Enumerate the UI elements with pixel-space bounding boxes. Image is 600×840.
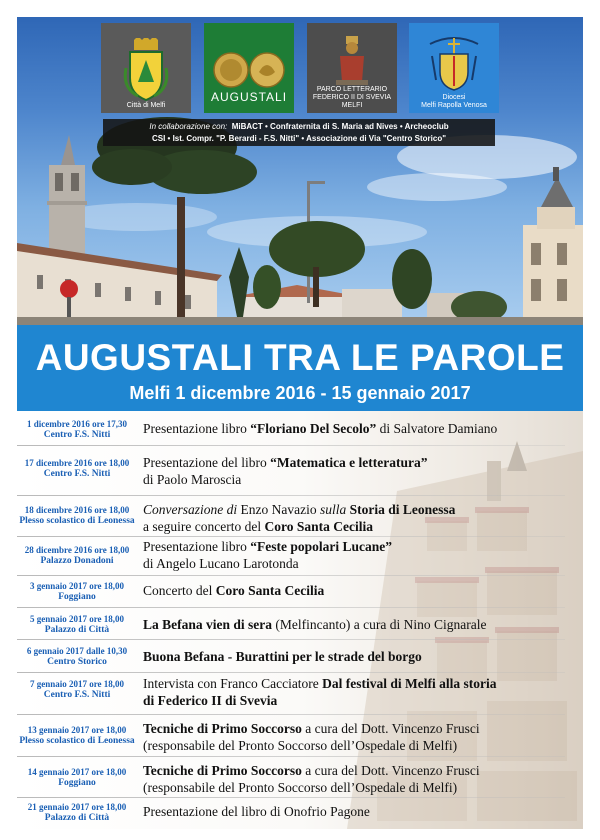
event-venue: Palazzo di Città — [44, 625, 110, 635]
divider — [17, 714, 565, 715]
augustali-logo-caption: AUGUSTALI — [210, 90, 288, 104]
collaboration-intro: In collaborazione con: — [149, 122, 228, 131]
melfi-logo-caption: Città di Melfi — [126, 102, 166, 109]
diocesi-caption-2: Melfi Rapolla Venosa — [421, 102, 487, 109]
divider — [17, 445, 565, 446]
parco-caption-2: FEDERICO II DI SVEVIA — [312, 94, 392, 101]
collaboration-line-1: MiBACT • Confraternita di S. Maria ad Nives • Archeoclub — [231, 122, 449, 131]
event-date: 7 gennaio 2017 ore 18,00 — [29, 679, 125, 689]
event-date: 5 gennaio 2017 ore 18,00 — [29, 614, 125, 624]
event-date: 21 gennaio 2017 ore 18,00 — [27, 802, 127, 812]
diocese-coat-of-arms-icon — [426, 36, 482, 94]
event-date: 28 dicembre 2016 ore 18,00 — [24, 545, 130, 555]
divider — [17, 495, 565, 496]
event-description: Presentazione libro “Feste popolari Lucane” di Angelo Lucano Larotonda — [143, 539, 392, 571]
event-date: 3 gennaio 2017 ore 18,00 — [29, 581, 125, 591]
title-band — [17, 325, 583, 411]
event-description: Tecniche di Primo Soccorso a cura del Dott. Vincenzo Frusci (responsabile del Pronto Soccorso dell’Ospedale di Melfi) — [143, 763, 480, 795]
event-date: 18 dicembre 2016 ore 18,00 — [24, 505, 130, 515]
event-venue: Foggiano — [58, 592, 96, 602]
event-description: La Befana vien di sera (Melfincanto) a cura di Nino Cignarale — [143, 617, 487, 632]
event-title: AUGUSTALI TRA LE PAROLE — [35, 337, 565, 378]
divider — [17, 536, 565, 537]
event-description: Conversazione di Enzo Navazio sulla Storia di Leonessa a seguire concerto del Coro Santa Cecilia — [143, 502, 456, 534]
divider — [17, 575, 565, 576]
event-dates: Melfi 1 dicembre 2016 - 15 gennaio 2017 — [129, 383, 471, 403]
event-description: Buona Befana - Burattini per le strade del borgo — [143, 649, 422, 664]
event-venue: Palazzo Donadoni — [40, 556, 114, 566]
event-date: 14 gennaio 2017 ore 18,00 — [27, 767, 127, 777]
parco-caption-1: PARCO LETTERARIO — [316, 86, 388, 93]
event-description: Tecniche di Primo Soccorso a cura del Dott. Vincenzo Frusci (responsabile del Pronto Soccorso dell’Ospedale di Melfi) — [143, 721, 480, 753]
divider — [17, 607, 565, 608]
event-venue: Plesso scolastico di Leonessa — [19, 516, 135, 526]
augustali-logo — [204, 23, 294, 113]
melfi-coat-of-arms-icon — [118, 38, 174, 102]
diocesi-caption-1: Diocesi — [442, 94, 466, 101]
federico-statue-icon — [332, 34, 372, 86]
parco-caption-3: MELFI — [341, 102, 363, 109]
event-date: 13 gennaio 2017 ore 18,00 — [27, 725, 127, 735]
event-description: Presentazione libro “Floriano Del Secolo” di Salvatore Damiano — [143, 421, 498, 436]
event-date: 6 gennaio 2017 dalle 10,30 — [26, 646, 128, 656]
event-description: Presentazione del libro “Matematica e letteratura” di Paolo Maroscia — [143, 455, 428, 487]
collaboration-box — [103, 119, 495, 146]
event-description: Intervista con Franco Cacciatore Dal festival di Melfi alla storia di Federico II di Svevia — [143, 676, 497, 708]
divider — [17, 797, 565, 798]
event-venue: Foggiano — [58, 778, 96, 788]
event-venue: Plesso scolastico di Leonessa — [19, 736, 135, 746]
hero-photo — [17, 17, 583, 325]
event-date: 17 dicembre 2016 ore 18,00 — [24, 458, 130, 468]
event-venue: Centro F.S. Nitti — [43, 690, 111, 700]
event-description: Concerto del Coro Santa Cecilia — [143, 583, 325, 598]
divider — [17, 756, 565, 757]
event-description: Presentazione del libro di Onofrio Pagone — [143, 804, 370, 819]
event-venue: Centro F.S. Nitti — [43, 430, 111, 440]
parco-letterario-logo — [307, 23, 397, 113]
citta-di-melfi-logo — [101, 23, 191, 113]
divider — [17, 672, 565, 673]
divider — [17, 639, 565, 640]
event-venue: Palazzo di Città — [44, 813, 110, 823]
event-venue: Centro F.S. Nitti — [43, 469, 111, 479]
program-list — [17, 411, 583, 829]
collaboration-line-2: CSI • Ist. Compr. "P. Berardi - F.S. Nitti" • Associazione di Via "Centro Storico" — [151, 134, 447, 143]
gold-coins-icon — [209, 50, 289, 90]
event-date: 1 dicembre 2016 ore 17,30 — [27, 419, 127, 429]
diocesi-logo — [409, 23, 499, 113]
event-venue: Centro Storico — [47, 657, 107, 667]
